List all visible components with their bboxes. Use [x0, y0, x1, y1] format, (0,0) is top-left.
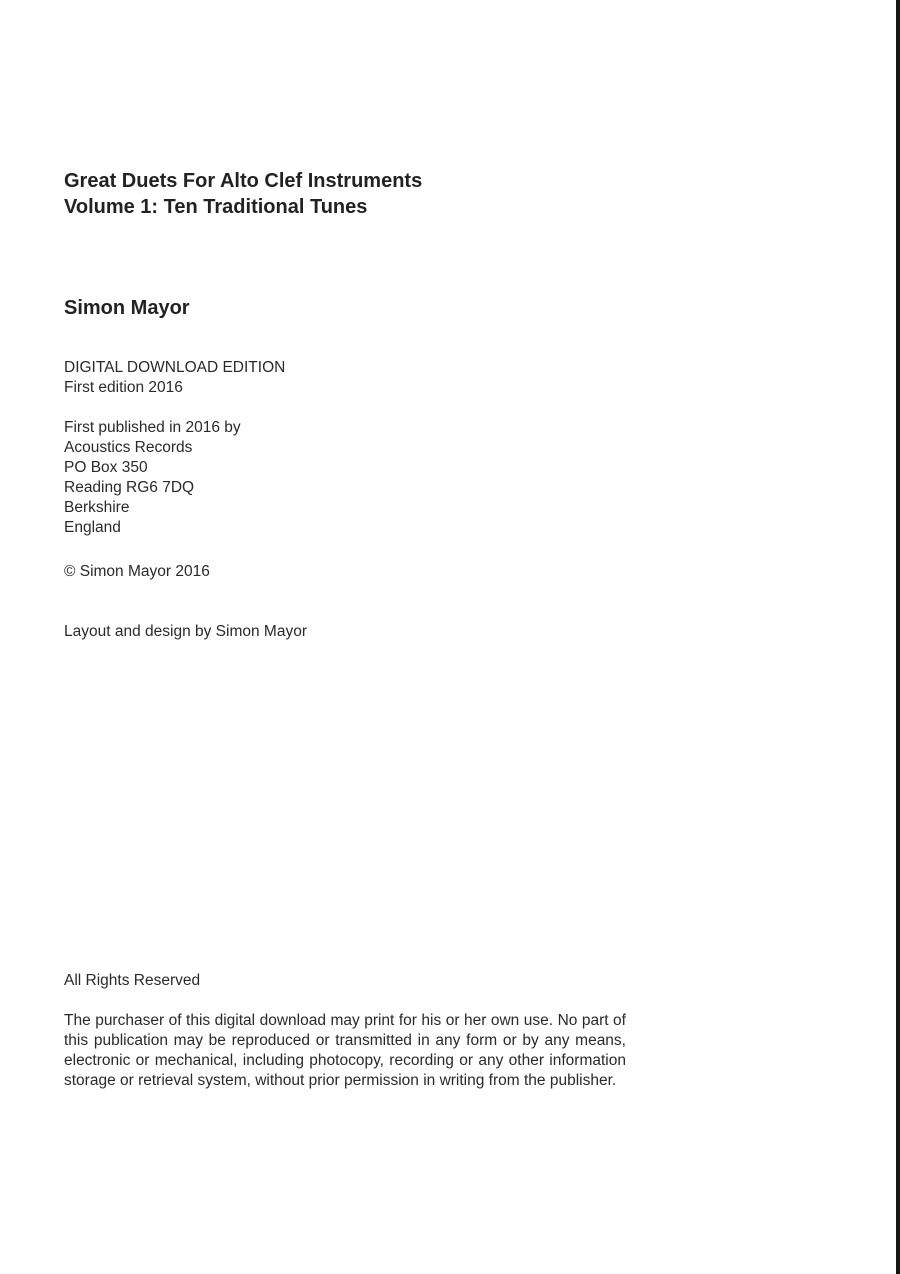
book-title	[64, 168, 422, 220]
edition-type: DIGITAL DOWNLOAD EDITION	[64, 359, 286, 376]
publisher-info	[64, 418, 241, 538]
author-name: Simon Mayor	[64, 297, 190, 319]
rights-reserved: All Rights Reserved	[64, 972, 201, 989]
usage-notice: The purchaser of this digital download may print for his or her own use. No part of this publication may be reproduced or transmitted in any form or by any means, electronic or mechanical, including photocopy, recording or any other information storage or retrieval system, without prior permission in writing from the publisher.	[64, 1012, 626, 1089]
address-line: England	[64, 519, 121, 536]
title-line-2: Volume 1: Ten Traditional Tunes	[64, 196, 368, 218]
publisher-intro: First published in 2016 by	[64, 419, 241, 436]
title-line-1: Great Duets For Alto Clef Instruments	[64, 170, 423, 192]
copyright-notice: © Simon Mayor 2016	[64, 563, 210, 580]
publisher-name: Acoustics Records	[64, 439, 193, 456]
edition-info	[64, 358, 285, 398]
address-line: Berkshire	[64, 499, 130, 516]
address-line: PO Box 350	[64, 459, 148, 476]
edition-first: First edition 2016	[64, 379, 183, 396]
address-line: Reading RG6 7DQ	[64, 479, 195, 496]
layout-credit: Layout and design by Simon Mayor	[64, 623, 307, 640]
